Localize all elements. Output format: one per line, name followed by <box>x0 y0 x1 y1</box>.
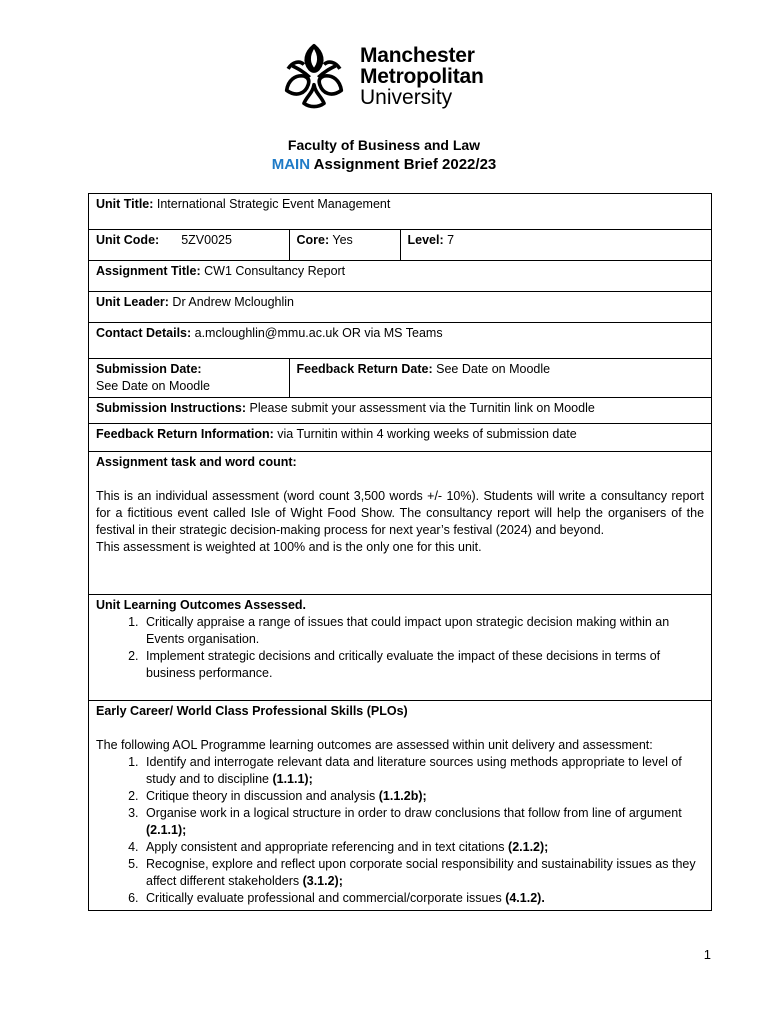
faculty-heading: Faculty of Business and Law <box>287 137 481 153</box>
plo-code: (4.1.2). <box>505 891 545 905</box>
row-feedback-info <box>89 424 712 452</box>
assignment-title-value: CW1 Consultancy Report <box>200 264 346 278</box>
list-item: 2. Implement strategic decisions and critically evaluate the impact of these decisions in terms of business performance. <box>142 648 704 682</box>
plo-code: (2.1.1); <box>146 823 187 837</box>
plo-code: (1.1.1); <box>272 772 313 786</box>
submission-date-value: See Date on Moodle <box>96 379 210 393</box>
feedback-info-value: via Turnitin within 4 working weeks of submission date <box>273 427 577 441</box>
task-paragraph-1: This is an individual assessment (word count 3,500 words +/- 10%). Students will write a consultancy report for a fictitious event called Isle of Wight Food Show. The consultancy report will help the organisers of the festival in their strategic decision-making process for next year’s festival (2024) and beyond. <box>96 489 705 537</box>
core-label: Core: <box>296 233 330 247</box>
list-item <box>142 805 704 839</box>
list-item <box>142 856 704 890</box>
submission-date-label: Submission Date: <box>96 362 202 376</box>
row-plo <box>89 701 712 911</box>
plo-code: (2.1.2); <box>508 840 549 854</box>
row-unit-title <box>89 194 712 230</box>
plo-text: Apply consistent and appropriate referencing and in text citations <box>146 840 509 854</box>
logo-line-2: Metropolitan <box>360 64 484 88</box>
brief-highlight: MAIN <box>271 156 311 173</box>
plo-code: (1.1.2b); <box>378 789 427 803</box>
university-emblem-icon <box>278 40 350 112</box>
list-item <box>142 890 704 907</box>
unit-title-value: International Strategic Event Management <box>153 197 391 211</box>
row-assignment-title <box>89 261 712 292</box>
list-item <box>142 839 704 856</box>
university-logo <box>278 40 484 112</box>
plo-label: Early Career/ World Class Professional Skills (PLOs) <box>96 704 408 718</box>
unit-leader-label: Unit Leader: <box>96 295 169 309</box>
row-contact-details <box>89 323 712 359</box>
level-label: Level: <box>407 233 444 247</box>
logo-line-1: Manchester <box>360 43 475 67</box>
university-name <box>360 45 484 108</box>
unit-title-label: Unit Title: <box>96 197 154 211</box>
unit-code-value: 5ZV0025 <box>181 233 232 247</box>
brief-heading <box>0 156 768 173</box>
list-item <box>142 754 704 788</box>
row-unit-code <box>89 230 712 261</box>
row-dates <box>89 359 712 398</box>
submission-instructions-value: Please submit your assessment via the Turnitin link on Moodle <box>246 401 595 415</box>
plo-text: Recognise, explore and reflect upon corporate social responsibility and sustainability issues as they affect different stakeholders <box>146 857 696 888</box>
contact-label: Contact Details: <box>96 326 192 340</box>
task-label: Assignment task and word count: <box>96 455 297 469</box>
plo-text: Critically evaluate professional and commercial/corporate issues <box>146 891 506 905</box>
plo-list <box>126 754 704 907</box>
ulo-label: Unit Learning Outcomes Assessed. <box>96 598 307 612</box>
plo-intro: The following AOL Programme learning outcomes are assessed within unit delivery and assessment: <box>96 738 653 752</box>
ulo-list <box>126 614 704 682</box>
plo-text: Identify and interrogate relevant data and literature sources using methods appropriate to level of study and to discipline <box>146 755 682 786</box>
row-assignment-task <box>89 452 712 595</box>
unit-code-label: Unit Code: <box>96 233 160 247</box>
plo-text: Organise work in a logical structure in order to draw conclusions that follow from line of argument <box>146 806 682 820</box>
list-item <box>142 788 704 805</box>
feedback-date-value: See Date on Moodle <box>432 362 551 376</box>
unit-leader-value: Dr Andrew Mcloughlin <box>168 295 294 309</box>
core-value: Yes <box>329 233 353 247</box>
assignment-title-label: Assignment Title: <box>96 264 201 278</box>
plo-code: (3.1.2); <box>302 874 343 888</box>
contact-value: a.mcloughlin@mmu.ac.uk OR via MS Teams <box>191 326 443 340</box>
plo-text: Critique theory in discussion and analysis <box>146 789 379 803</box>
feedback-date-label: Feedback Return Date: <box>296 362 433 376</box>
row-unit-learning-outcomes <box>89 595 712 701</box>
row-unit-leader <box>89 292 712 323</box>
feedback-info-label: Feedback Return Information: <box>96 427 274 441</box>
page-number: 1 <box>703 947 711 962</box>
submission-instructions-label: Submission Instructions: <box>96 401 247 415</box>
brief-rest: Assignment Brief 2022/23 <box>310 156 497 173</box>
row-submission-instructions <box>89 398 712 424</box>
level-value: 7 <box>443 233 455 247</box>
logo-line-3: University <box>360 85 453 109</box>
task-paragraph-2: This assessment is weighted at 100% and is the only one for this unit. <box>96 540 482 554</box>
list-item: 1. Critically appraise a range of issues that could impact upon strategic decision making within an Events organisation. <box>142 614 704 648</box>
assignment-brief-table <box>88 193 712 911</box>
